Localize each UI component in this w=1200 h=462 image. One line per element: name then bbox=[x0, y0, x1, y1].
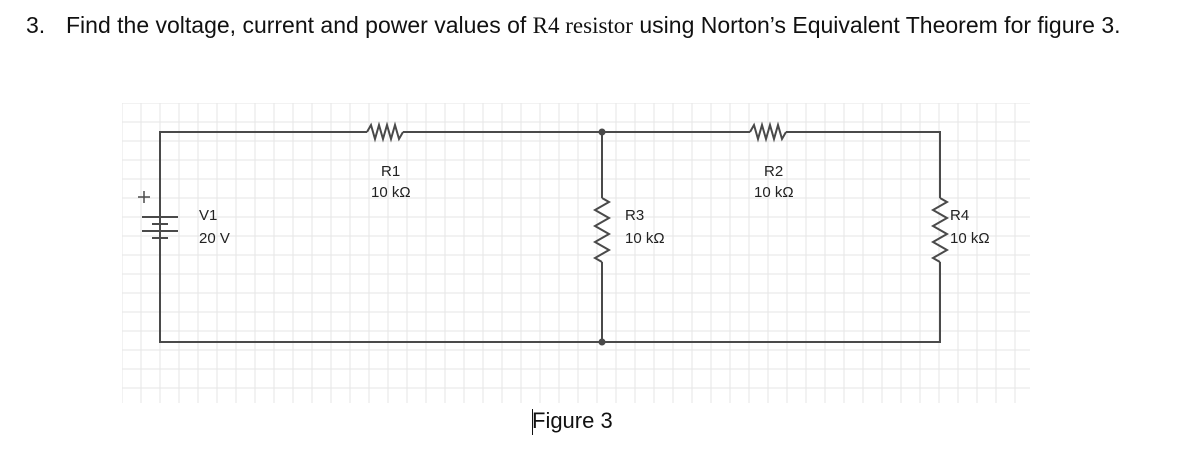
question-resistor-name: R4 resistor bbox=[532, 13, 633, 38]
r4-wire-bottom bbox=[160, 249, 940, 342]
question-text bbox=[66, 6, 1176, 45]
r1-value: 10 kΩ bbox=[371, 184, 411, 201]
r4-symbol bbox=[933, 198, 947, 262]
circuit-diagram bbox=[122, 103, 1030, 403]
figure-caption: Figure 3 bbox=[532, 408, 613, 433]
r1-symbol bbox=[367, 125, 403, 139]
battery-v1-symbol bbox=[138, 191, 178, 249]
junction-top bbox=[599, 129, 606, 136]
r4-value: 10 kΩ bbox=[950, 230, 990, 247]
v1-value: 20 V bbox=[199, 230, 230, 247]
grid bbox=[122, 103, 1030, 403]
question-number: 3. bbox=[26, 12, 46, 38]
r2-value: 10 kΩ bbox=[754, 184, 794, 201]
junction-bottom bbox=[599, 339, 606, 346]
r1-name: R1 bbox=[381, 163, 401, 180]
v1-name: V1 bbox=[199, 207, 218, 224]
r2-name: R2 bbox=[764, 163, 784, 180]
question-text-after: using Norton’s Equivalent Theorem for figure 3. bbox=[632, 12, 1121, 38]
wires bbox=[160, 125, 947, 342]
r3-name: R3 bbox=[625, 207, 645, 224]
question-text-before: Find the voltage, current and power values of bbox=[66, 12, 533, 38]
circuit-svg bbox=[122, 103, 1030, 403]
r4-name: R4 bbox=[950, 207, 970, 224]
r3-value: 10 kΩ bbox=[625, 230, 665, 247]
